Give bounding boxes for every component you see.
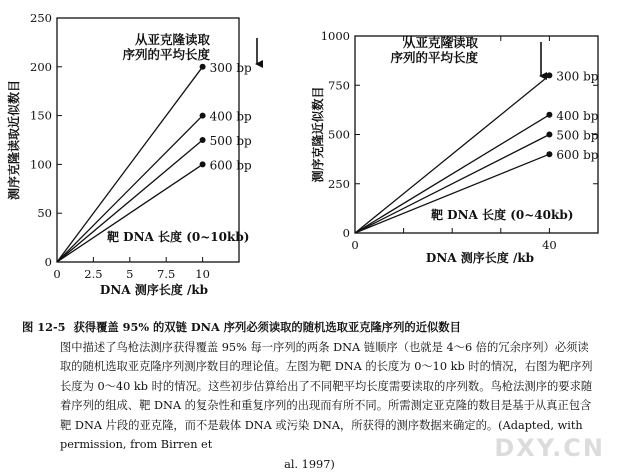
watermark: DXY.CN bbox=[494, 434, 605, 462]
series-label: 300 bp bbox=[209, 60, 252, 75]
annotation-line: 从亚克隆读取 bbox=[134, 32, 210, 47]
y-tick-label: 1000 bbox=[320, 29, 350, 43]
annotation-line: 从亚克隆读取 bbox=[402, 35, 478, 50]
y-tick-label: 250 bbox=[30, 11, 52, 25]
y-tick-label: 100 bbox=[30, 157, 52, 172]
chart-left bbox=[6, 11, 257, 297]
series-endpoint bbox=[200, 161, 206, 167]
x-axis-label: DNA 测序长度 /kb bbox=[425, 251, 535, 265]
series-line bbox=[57, 164, 203, 262]
x-tick-label: 0 bbox=[351, 238, 359, 252]
caption-title: 获得覆盖 95% 的双链 DNA 序列必须读取的随机选取亚克隆序列的近似数目 bbox=[73, 320, 461, 334]
y-axis-label: 测序克隆读取近似数目 bbox=[7, 79, 21, 201]
y-tick-label: 750 bbox=[328, 78, 350, 93]
series-endpoint bbox=[200, 64, 206, 70]
x-axis-label: DNA 测序长度 /kb bbox=[99, 283, 209, 297]
inner-label: 靶 DNA 长度 (0~40kb) bbox=[431, 208, 574, 222]
x-tick-label: 2.5 bbox=[84, 267, 103, 281]
series-label: 500 bp bbox=[209, 134, 252, 148]
annotation-line: 序列的平均长度 bbox=[122, 47, 210, 62]
series-label: 500 bp bbox=[556, 128, 599, 143]
y-tick-label: 150 bbox=[30, 108, 52, 123]
series-label: 400 bp bbox=[556, 108, 599, 123]
y-tick-label: 50 bbox=[37, 206, 52, 221]
x-tick-label: 10 bbox=[195, 267, 210, 281]
caption-citation: al. 1997) bbox=[284, 457, 335, 471]
x-tick-label: 0 bbox=[53, 267, 61, 281]
series-endpoint bbox=[200, 137, 206, 143]
x-tick-label: 5 bbox=[126, 267, 134, 281]
y-tick-label: 0 bbox=[44, 255, 52, 269]
x-tick-label: 40 bbox=[542, 238, 557, 252]
caption-label: 图 12-5 bbox=[22, 320, 66, 334]
series-endpoint bbox=[546, 112, 552, 118]
y-tick-label: 250 bbox=[328, 176, 350, 191]
y-axis-label: 测序克隆近似数目 bbox=[311, 86, 325, 183]
series-endpoint bbox=[546, 151, 552, 157]
chart-right bbox=[310, 29, 599, 265]
y-tick-label: 500 bbox=[328, 127, 350, 142]
x-tick-label: 7.5 bbox=[157, 267, 176, 281]
series-label: 600 bp bbox=[556, 148, 599, 163]
series-label: 400 bp bbox=[209, 109, 252, 124]
series-label: 300 bp bbox=[556, 69, 599, 84]
series-endpoint bbox=[546, 132, 552, 138]
series-label: 600 bp bbox=[209, 158, 252, 173]
y-tick-label: 0 bbox=[342, 226, 350, 240]
series-endpoint bbox=[200, 113, 206, 119]
inner-label: 靶 DNA 长度 (0~10kb) bbox=[107, 230, 250, 244]
y-tick-label: 200 bbox=[30, 59, 52, 74]
series-endpoint bbox=[546, 72, 552, 78]
caption-body: 图中描述了鸟枪法测序获得覆盖 95% 每一序列的两条 DNA 链顺序（也就是 4～6 倍的冗余序列）必须读取的随机选取亚克隆序列测序数目的理论值。左图为靶 DNA 的长度为 0～10 kb 时的情况，右图为靶序列长度为 0～40 kb 时的情况。这些初步估算给出了不同靶平均长度需要读取的序列数。鸟枪法测序的要求随着序列的组成、靶 DNA 的复杂性和重复序列的出现而有所不同。所需测定亚克隆的数目是基于从真正包含靶 DNA 片段的亚克隆，而不是载体 DNA 或污染 DNA，所获得的测序数据来确定的。(Adapted, with permission, from Birren et bbox=[60, 340, 593, 451]
annotation-line: 序列的平均长度 bbox=[390, 50, 478, 65]
